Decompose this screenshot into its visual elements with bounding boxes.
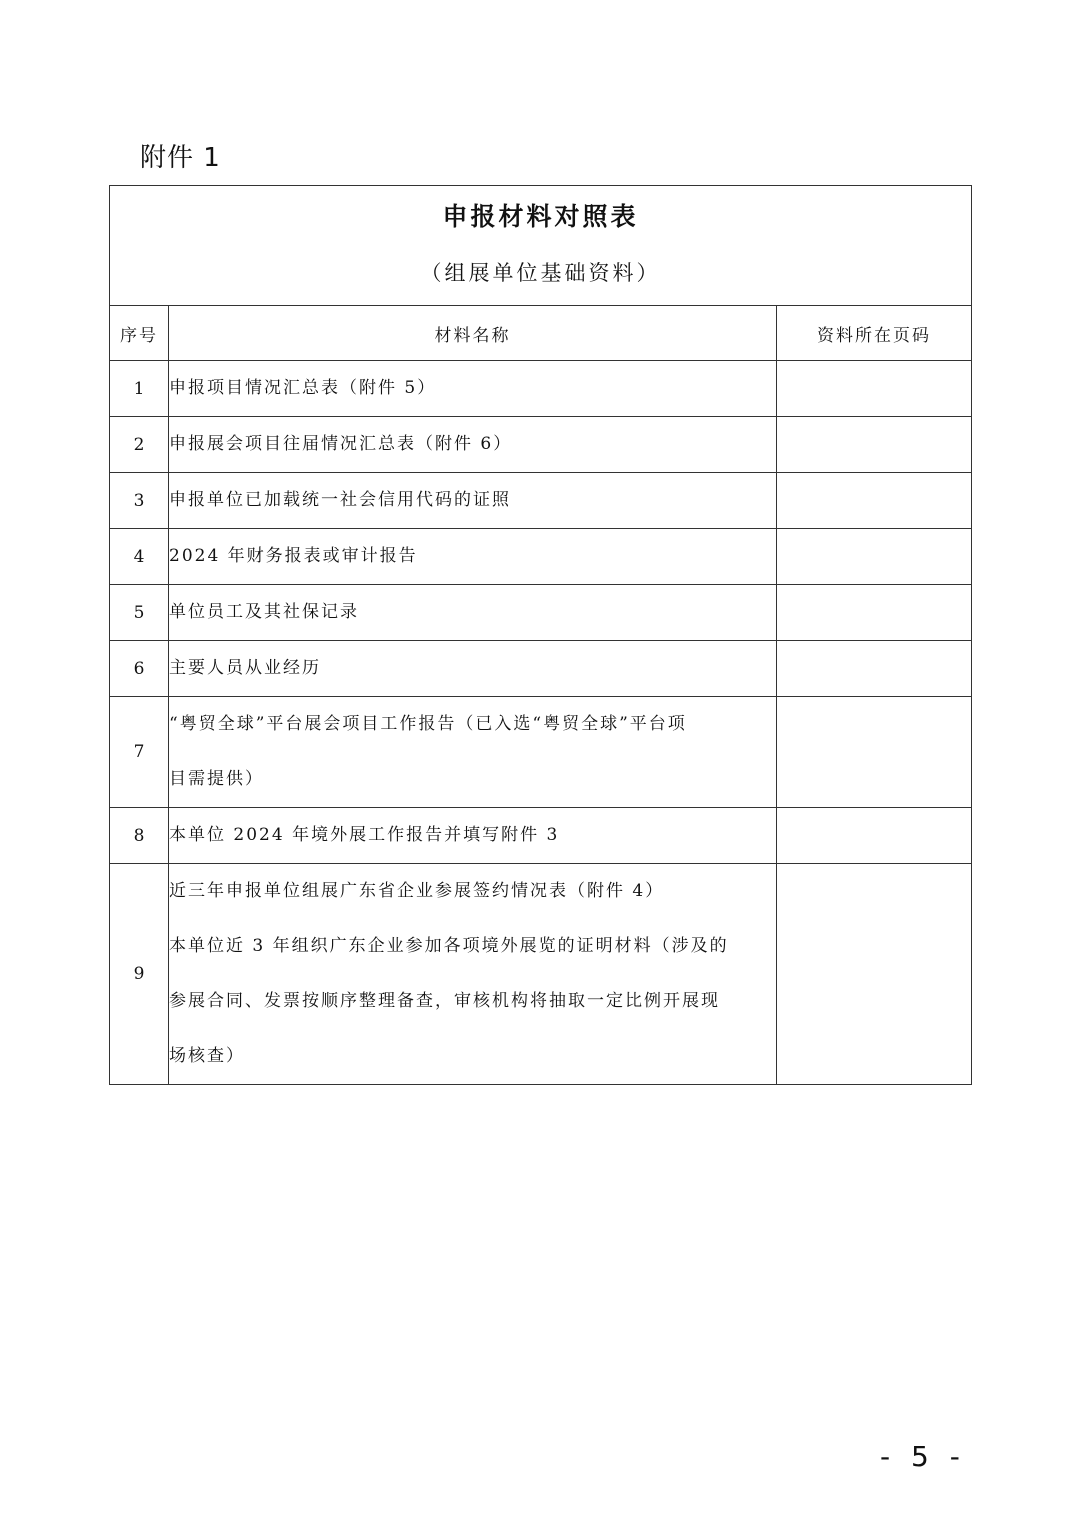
table-row (110, 641, 972, 697)
material-name-line: 2024 年财务报表或审计报告 (169, 546, 418, 566)
material-name-line: 近三年申报单位组展广东省企业参展签约情况表（附件 4） (169, 881, 665, 901)
page-location-cell[interactable] (777, 641, 972, 697)
table-subtitle: （组展单位基础资料） (420, 261, 661, 285)
table-row (110, 529, 972, 585)
materials-checklist-table (109, 185, 972, 1085)
material-name-line: 申报展会项目往届情况汇总表（附件 6） (169, 434, 513, 454)
page-location-cell[interactable] (777, 417, 972, 473)
row-number: 4 (110, 529, 169, 585)
material-name-line: 申报单位已加载统一社会信用代码的证照 (169, 490, 511, 510)
material-name-line: 目需提供） (169, 769, 264, 789)
table-row (110, 417, 972, 473)
row-number: 9 (110, 864, 169, 1085)
row-number: 8 (110, 808, 169, 864)
table-row (110, 473, 972, 529)
material-name (169, 808, 777, 864)
material-name-line: 参展合同、发票按顺序整理备查，审核机构将抽取一定比例开展现 (169, 991, 720, 1011)
page-location-cell[interactable] (777, 808, 972, 864)
table-title: 申报材料对照表 (442, 202, 639, 231)
table-row (110, 864, 972, 1085)
material-name-line: “粤贸全球”平台展会项目工作报告（已入选“粤贸全球”平台项 (169, 714, 687, 734)
material-name-line: 申报项目情况汇总表（附件 5） (169, 378, 437, 398)
row-number: 5 (110, 585, 169, 641)
header-num: 序号 (110, 306, 169, 361)
table-row (110, 585, 972, 641)
material-name (169, 361, 777, 417)
material-name (169, 641, 777, 697)
material-name (169, 864, 777, 1085)
table-title-cell (110, 186, 972, 306)
material-name (169, 697, 777, 808)
page-location-cell[interactable] (777, 585, 972, 641)
row-number: 1 (110, 361, 169, 417)
row-number: 2 (110, 417, 169, 473)
table-row (110, 697, 972, 808)
material-name-line: 场核查） (169, 1046, 245, 1066)
page-location-cell[interactable] (777, 697, 972, 808)
row-number: 7 (110, 697, 169, 808)
material-name-line: 主要人员从业经历 (169, 658, 321, 678)
page-location-cell[interactable] (777, 473, 972, 529)
material-name (169, 473, 777, 529)
material-name-line: 本单位近 3 年组织广东企业参加各项境外展览的证明材料（涉及的 (169, 936, 729, 956)
table-row (110, 808, 972, 864)
material-name (169, 529, 777, 585)
material-name-line: 本单位 2024 年境外展工作报告并填写附件 3 (169, 825, 560, 845)
attachment-label: 附件 1 (140, 143, 221, 173)
material-name (169, 417, 777, 473)
table-header-row (110, 306, 972, 361)
table-row (110, 361, 972, 417)
header-page: 资料所在页码 (777, 306, 972, 361)
page-location-cell[interactable] (777, 361, 972, 417)
row-number: 6 (110, 641, 169, 697)
row-number: 3 (110, 473, 169, 529)
page-number: - 5 - (880, 1440, 966, 1473)
page-location-cell[interactable] (777, 864, 972, 1085)
header-material-name: 材料名称 (169, 306, 777, 361)
page-location-cell[interactable] (777, 529, 972, 585)
material-name (169, 585, 777, 641)
material-name-line: 单位员工及其社保记录 (169, 602, 359, 622)
